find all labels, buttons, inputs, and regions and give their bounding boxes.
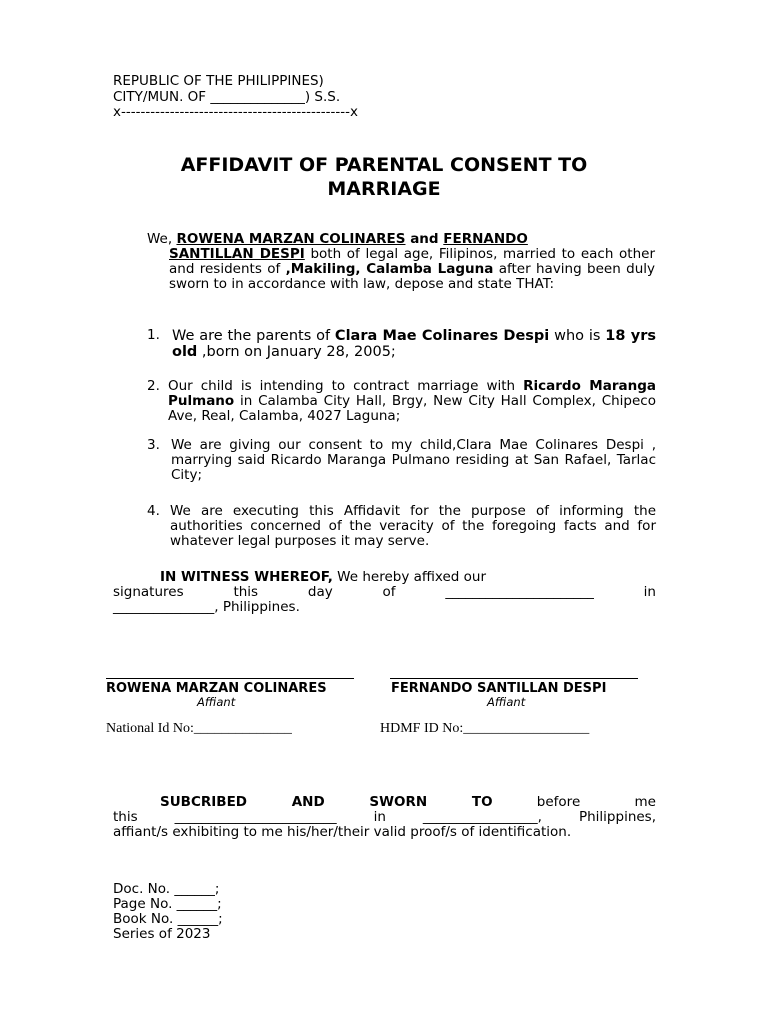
witness-rest: We hereby affixed our: [332, 569, 487, 585]
witness-line-3: _______________, Philippines.: [113, 599, 300, 615]
venue-line-country: REPUBLIC OF THE PHILIPPINES): [113, 73, 324, 89]
signatory-2-role: Affiant: [487, 695, 526, 709]
jurat-line-3: affiant/s exhibiting to me his/her/their valid proof/s of identification.: [113, 824, 572, 840]
item-4-text: We are executing this Affidavit for the purpose of informing the authorities concerned of the veracity of the foregoing facts and for whatever legal purposes it may serve.: [170, 503, 656, 549]
intro-residence: ,Makiling, Calamba Laguna: [285, 261, 494, 277]
item-1-part-1: We are the parents of: [172, 328, 335, 344]
series: Series of 2023: [113, 926, 211, 942]
intro-paragraph: [147, 232, 655, 247]
item-2-text: [168, 379, 656, 424]
item-1-part-3: ,born on January 28, 2005;: [197, 344, 396, 360]
witness-line-1: [160, 570, 656, 585]
child-age: 18 yrs old: [172, 328, 656, 360]
document-title: [100, 153, 668, 201]
item-2-part-2: in Calamba City Hall, Brgy, New City Hall Complex, Chipeco Ave, Real, Calamba, 4027 Laguna;: [168, 393, 656, 424]
groom-name: Ricardo Maranga Pulmano: [168, 378, 656, 409]
intro-and: and: [405, 231, 444, 247]
witness-line-2: signatures this day of ______________________ in: [113, 584, 656, 600]
signature-line-2: [390, 678, 638, 679]
item-1-text: [172, 328, 656, 360]
witness-bold: IN WITNESS WHEREOF,: [160, 569, 333, 585]
intro-continuation: [169, 247, 655, 292]
signatory-2-name: FERNANDO SANTILLAN DESPI: [391, 681, 607, 696]
item-2-part-1: Our child is intending to contract marriage with: [168, 378, 524, 394]
jurat-bold: SUBCRIBED AND SWORN TO: [160, 794, 493, 810]
item-4-number: 4.: [147, 503, 160, 519]
book-no: Book No. ______;: [113, 911, 223, 927]
jurat-line-2: this ________________________ in _________________, Philippines,: [113, 809, 656, 825]
intro-we: We,: [147, 231, 177, 247]
item-1-part-2: who is: [549, 328, 606, 344]
affiant-2-name-rest: SANTILLAN DESPI: [169, 246, 305, 262]
doc-no: Doc. No. ______;: [113, 881, 220, 897]
signatory-1-role: Affiant: [197, 695, 236, 709]
signature-line-1: [106, 678, 354, 679]
signatory-1-name: ROWENA MARZAN COLINARES: [106, 681, 327, 696]
venue-header: [113, 74, 413, 121]
affiant-1-name: ROWENA MARZAN COLINARES: [176, 231, 406, 247]
venue-line-separator: x-----------------------------------------------x: [113, 104, 358, 120]
intro-text-2: after having been duly sworn to in accordance with law, depose and state THAT:: [169, 261, 655, 292]
item-3-number: 3.: [147, 437, 160, 453]
intro-text-1: both of legal age, Filipinos, married to each other and residents of: [169, 246, 655, 277]
child-name: Clara Mae Colinares Despi: [334, 328, 550, 344]
affiant-2-name-first: FERNANDO: [443, 231, 528, 247]
jurat-line-1: [160, 795, 656, 810]
hdmf-id-field: HDMF ID No:__________________: [380, 721, 590, 736]
venue-line-city: CITY/MUN. OF ______________) S.S.: [113, 88, 341, 105]
item-1-number: 1.: [147, 327, 160, 343]
notarial-block: [113, 882, 223, 942]
title-line-2: MARRIAGE: [327, 178, 441, 200]
national-id-field: National Id No:______________: [106, 721, 292, 736]
title-line-1: AFFIDAVIT OF PARENTAL CONSENT TO: [180, 154, 588, 176]
jurat-rest: before me: [536, 794, 656, 810]
page-no: Page No. ______;: [113, 896, 222, 912]
item-2-number: 2.: [147, 378, 160, 394]
item-3-text: We are giving our consent to my child,Clara Mae Colinares Despi , marrying said Ricardo Maranga Pulmano residing at San Rafael, Tarlac City;: [171, 437, 656, 483]
